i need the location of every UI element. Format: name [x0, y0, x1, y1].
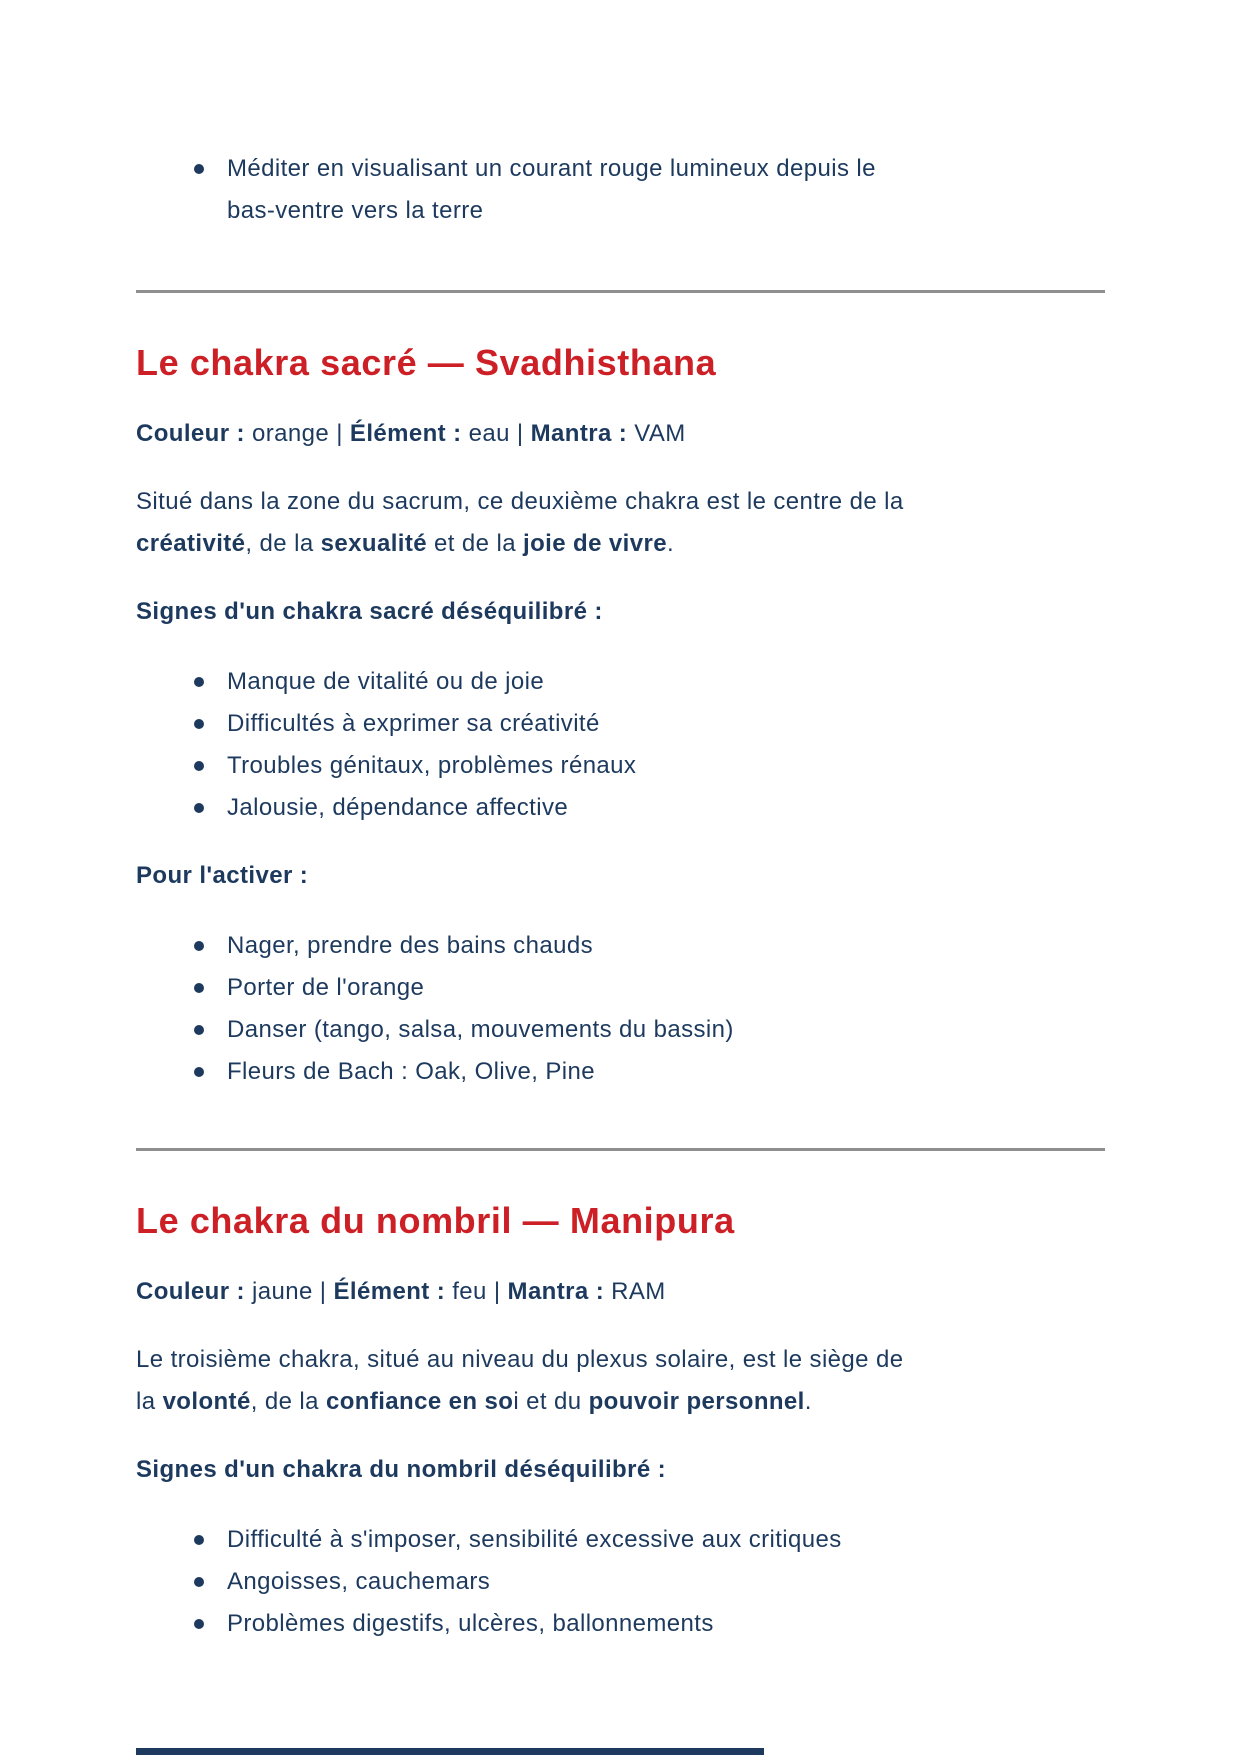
list-item [136, 787, 1105, 829]
intro-bullet-list [136, 148, 1105, 232]
list-item-text: Fleurs de Bach : Oak, Olive, Pine [227, 1058, 596, 1085]
section-navel-chakra [136, 1197, 1105, 1645]
attribute-line: Couleur : orange | Élément : eau | Mantra : VAM [136, 420, 686, 447]
list-item-text: Danser (tango, salsa, mouvements du bassin) [227, 1016, 734, 1043]
bullet-icon [194, 719, 204, 729]
signs-list [136, 1519, 1105, 1645]
list-item-text: Jalousie, dépendance affective [227, 794, 569, 821]
section-description: Le troisième chakra, situé au niveau du plexus solaire, est le siège de la volonté, de la confiance en soi et du pouvoir personnel. [136, 1346, 904, 1415]
list-item [136, 1009, 1105, 1051]
list-item-text: Problèmes digestifs, ulcères, ballonnements [227, 1610, 714, 1637]
signs-list [136, 661, 1105, 829]
clipped-next-line-text [136, 1748, 764, 1755]
activations-list [136, 925, 1105, 1093]
list-item [136, 1051, 1105, 1093]
list-item [136, 967, 1105, 1009]
bullet-icon [194, 164, 204, 174]
bullet-icon [194, 941, 204, 951]
list-item-text: Angoisses, cauchemars [227, 1568, 491, 1595]
bullet-icon [194, 677, 204, 687]
signs-heading: Signes d'un chakra sacré déséquilibré : [136, 598, 603, 625]
list-item [136, 1519, 1105, 1561]
bullet-icon [194, 1535, 204, 1545]
bullet-icon [194, 761, 204, 771]
list-item [136, 745, 1105, 787]
attribute-line: Couleur : jaune | Élément : feu | Mantra : RAM [136, 1278, 666, 1305]
list-item-text: Porter de l'orange [227, 974, 425, 1001]
section-title: Le chakra sacré — Svadhisthana [136, 342, 717, 383]
list-item [136, 661, 1105, 703]
section-title: Le chakra du nombril — Manipura [136, 1200, 735, 1241]
list-item [136, 703, 1105, 745]
bullet-icon [194, 1577, 204, 1587]
activate-heading: Pour l'activer : [136, 862, 309, 889]
section-description: Situé dans la zone du sacrum, ce deuxième chakra est le centre de la créativité, de la sexualité et de la joie de vivre. [136, 488, 904, 557]
signs-heading: Signes d'un chakra du nombril déséquilibré : [136, 1456, 667, 1483]
section-sacral-chakra [136, 339, 1105, 1093]
list-item-text: Nager, prendre des bains chauds [227, 932, 593, 959]
bullet-icon [194, 803, 204, 813]
bullet-icon [194, 1619, 204, 1629]
section-divider [136, 1148, 1105, 1151]
list-item-text: Troubles génitaux, problèmes rénaux [227, 752, 637, 779]
bullet-icon [194, 1067, 204, 1077]
list-item-text: Méditer en visualisant un courant rouge lumineux depuis le bas-ventre vers la terre [227, 155, 876, 224]
list-item-text: Manque de vitalité ou de joie [227, 668, 545, 695]
bullet-icon [194, 983, 204, 993]
list-item [136, 925, 1105, 967]
list-item [136, 1603, 1105, 1645]
list-item [136, 1561, 1105, 1603]
list-item-text: Difficultés à exprimer sa créativité [227, 710, 600, 737]
section-divider [136, 290, 1105, 293]
bullet-icon [194, 1025, 204, 1035]
list-item [136, 148, 1105, 232]
list-item-text: Difficulté à s'imposer, sensibilité excessive aux critiques [227, 1526, 842, 1553]
